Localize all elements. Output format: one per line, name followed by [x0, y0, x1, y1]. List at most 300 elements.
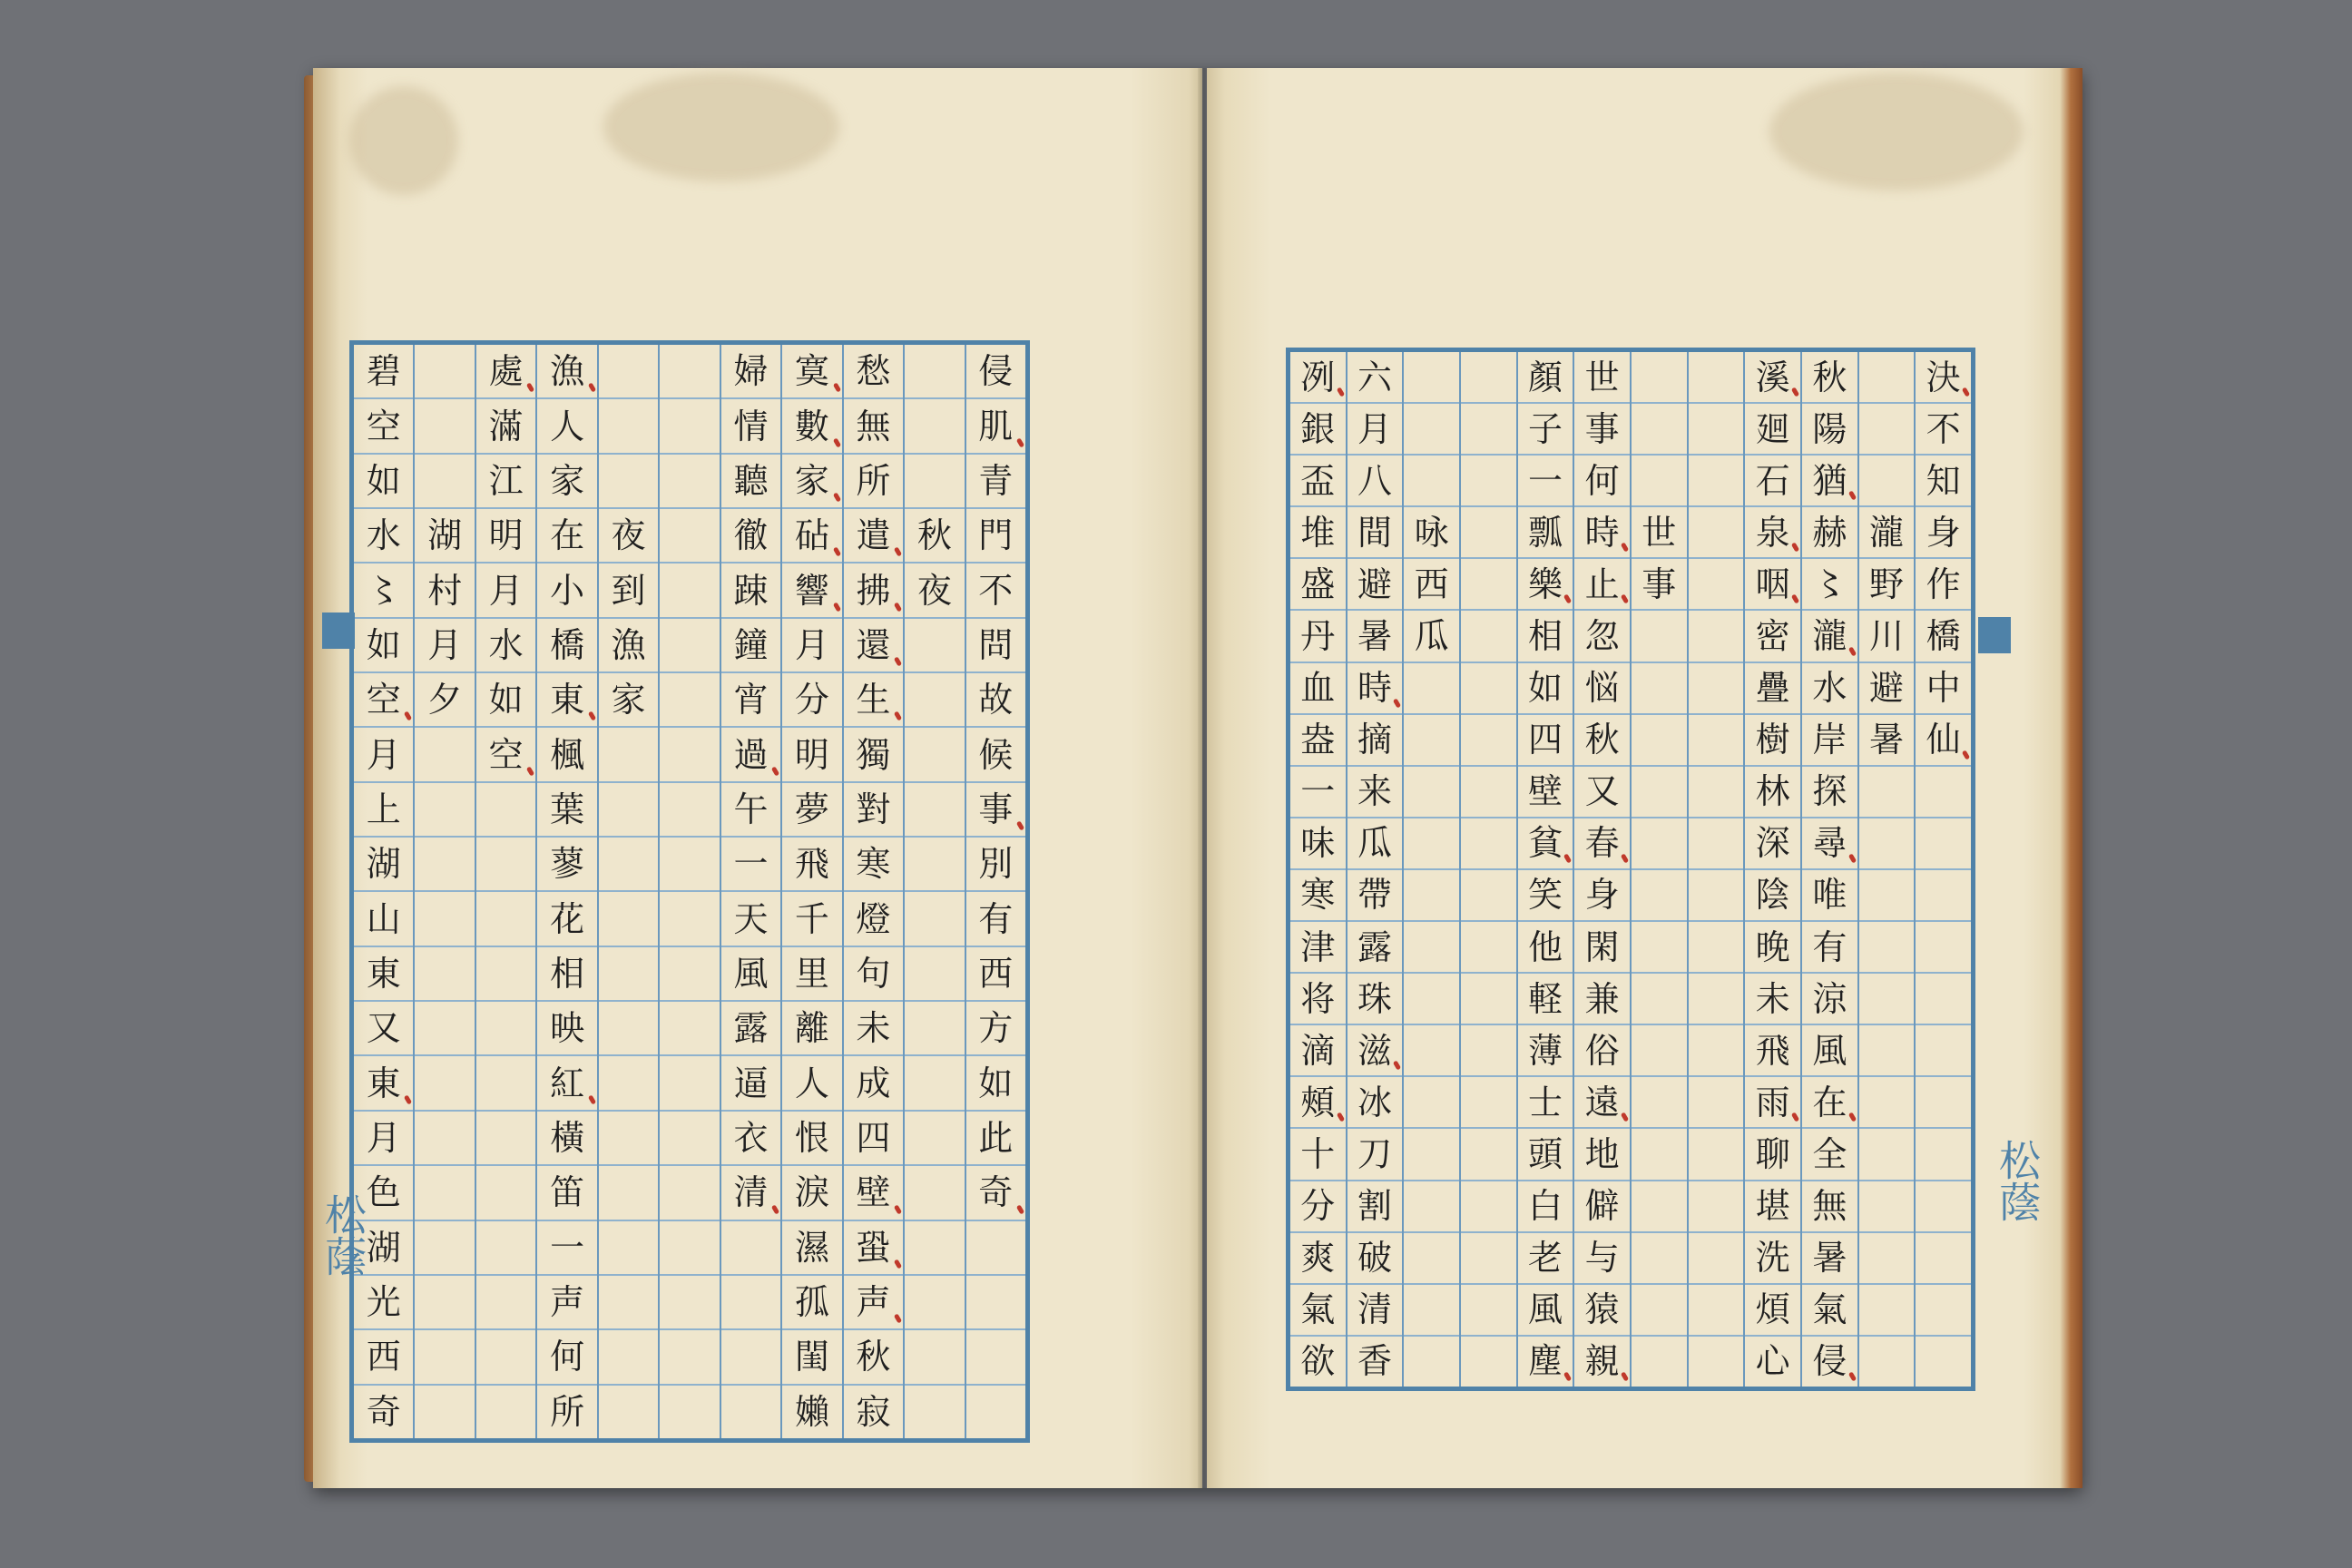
right-cell: 丹 [1290, 609, 1346, 661]
right-cell [1632, 1283, 1687, 1335]
left-cell [415, 345, 474, 397]
left-cell: 人 [782, 1054, 841, 1109]
left-cell: 婦 [733, 351, 769, 392]
left-cell: 到 [599, 562, 658, 616]
right-cell: 心 [1745, 1335, 1800, 1387]
left-cell: 恨 [782, 1110, 841, 1164]
left-cell: 楓 [537, 726, 596, 780]
left-cell: 色 [354, 1164, 413, 1219]
right-cell: 間 [1348, 505, 1403, 557]
right-cell [1404, 352, 1459, 402]
right-column [1687, 352, 1744, 1387]
right-cell [1689, 1024, 1744, 1075]
right-cell: 親 [1574, 1335, 1630, 1387]
right-cell: 他 [1518, 920, 1573, 972]
left-cell: 所 [537, 1384, 596, 1438]
right-cell: 岸 [1802, 713, 1857, 765]
left-cell [966, 1274, 1025, 1328]
left-cell: 故 [966, 671, 1025, 726]
left-cell: 笛 [537, 1164, 596, 1219]
right-column [1573, 352, 1630, 1387]
right-cell: 橋 [1916, 609, 1971, 661]
right-cell [1632, 868, 1687, 920]
left-cell: 寞 [782, 345, 841, 397]
right-cell: 有 [1802, 920, 1857, 972]
left-cell [476, 1110, 535, 1164]
left-cell: 分 [782, 671, 841, 726]
right-cell: 疊 [1745, 662, 1800, 713]
left-cell [415, 1328, 474, 1383]
open-book [313, 68, 2082, 1488]
right-cell: 堪 [1745, 1180, 1800, 1231]
right-cell [1632, 1024, 1687, 1075]
right-cell [1689, 1075, 1744, 1127]
left-cell: 鐘 [721, 617, 780, 671]
left-cell: 江 [476, 453, 535, 507]
left-cell [905, 890, 964, 945]
left-cell: 句 [844, 946, 903, 1000]
right-cell: 血 [1290, 662, 1346, 713]
right-cell [1632, 972, 1687, 1024]
right-cell [1859, 1075, 1915, 1127]
right-cell: 聊 [1745, 1127, 1800, 1179]
left-cell: 東 [354, 946, 413, 1000]
left-cell [721, 1274, 780, 1328]
right-cell: 冰 [1348, 1075, 1403, 1127]
right-cell: 摘 [1348, 713, 1403, 765]
left-cell [599, 946, 658, 1000]
right-cell [1461, 972, 1516, 1024]
right-cell [1404, 1127, 1459, 1179]
left-column [535, 345, 596, 1438]
right-cell [1916, 1075, 1971, 1127]
right-cell: 四 [1518, 713, 1573, 765]
left-cell [415, 453, 474, 507]
right-cell: 無 [1802, 1180, 1857, 1231]
left-cell [905, 1328, 964, 1383]
left-cell: 候 [966, 726, 1025, 780]
left-cell [599, 1110, 658, 1164]
left-cell [415, 1110, 474, 1164]
right-cell: 冽 [1290, 352, 1346, 402]
right-cell [1632, 1335, 1687, 1387]
right-cell [1632, 662, 1687, 713]
left-page [313, 68, 1202, 1488]
right-cell: 西 [1404, 557, 1459, 609]
left-cell: 明 [476, 507, 535, 562]
right-cell: 来 [1348, 765, 1403, 817]
left-cell: 別 [966, 836, 1025, 890]
right-cell [1404, 1335, 1459, 1387]
right-cell [1461, 920, 1516, 972]
left-cell [905, 1384, 964, 1438]
left-cell: 踈 [721, 562, 780, 616]
right-cell: 野 [1859, 557, 1915, 609]
left-cell: 如 [966, 1054, 1025, 1109]
left-cell: 千 [782, 890, 841, 945]
left-cell: 又 [354, 1000, 413, 1054]
right-cell: 止 [1574, 557, 1630, 609]
left-cell: 空 [354, 671, 413, 726]
left-cell: 如 [354, 453, 413, 507]
right-cell [1689, 868, 1744, 920]
right-cell: 何 [1574, 454, 1630, 505]
right-cell [1916, 1024, 1971, 1075]
right-cell: 香 [1348, 1335, 1403, 1387]
left-cell: 水 [354, 507, 413, 562]
left-cell: 如 [354, 617, 413, 671]
left-cell: 此 [966, 1110, 1025, 1164]
left-cell: 門 [966, 507, 1025, 562]
right-cell: 咏 [1404, 505, 1459, 557]
right-cell: 避 [1859, 662, 1915, 713]
right-cell: 滋 [1348, 1024, 1403, 1075]
right-cell [1461, 609, 1516, 661]
right-cell: 白 [1518, 1180, 1573, 1231]
right-cell [1916, 1283, 1971, 1335]
left-cell: 上 [354, 781, 413, 836]
left-cell: 奇 [966, 1164, 1025, 1219]
left-cell: 肌 [966, 397, 1025, 452]
right-cell [1461, 352, 1516, 402]
left-cell: 声 [844, 1274, 903, 1328]
left-column [965, 345, 1025, 1438]
right-manuscript-grid [1286, 348, 1975, 1391]
left-cell: 侵 [978, 351, 1014, 392]
left-cell [660, 890, 719, 945]
left-cell: 逼 [721, 1054, 780, 1109]
right-cell: 陽 [1802, 402, 1857, 454]
left-cell: 寒 [844, 836, 903, 890]
right-cell [1689, 920, 1744, 972]
right-cell: 十 [1290, 1127, 1346, 1179]
left-cell: 映 [537, 1000, 596, 1054]
left-cell: 飛 [782, 836, 841, 890]
left-cell [599, 836, 658, 890]
right-cell [1404, 454, 1459, 505]
left-cell [660, 1054, 719, 1109]
right-cell [1404, 1283, 1459, 1335]
left-cell: 秋 [905, 507, 964, 562]
left-cell [599, 1164, 658, 1219]
right-cell: 秋 [1574, 713, 1630, 765]
left-cell [905, 1274, 964, 1328]
left-cell [476, 1000, 535, 1054]
left-column [475, 345, 535, 1438]
right-cell: 氣 [1802, 1283, 1857, 1335]
left-column [658, 345, 719, 1438]
left-cell [660, 345, 719, 397]
right-cell: 盎 [1290, 713, 1346, 765]
left-cell: 如 [476, 671, 535, 726]
right-cell [1461, 713, 1516, 765]
left-cell [599, 781, 658, 836]
right-cell: 中 [1916, 662, 1971, 713]
left-cell: 露 [721, 1000, 780, 1054]
right-cell: 銀 [1290, 402, 1346, 454]
left-cell: 湖 [354, 836, 413, 890]
right-cell [1859, 1231, 1915, 1283]
right-cell: 欲 [1290, 1335, 1346, 1387]
left-cell: 秋 [844, 1328, 903, 1383]
right-cell [1689, 972, 1744, 1024]
left-cell: 在 [537, 507, 596, 562]
left-cell: 山 [354, 890, 413, 945]
right-cell: 溪 [1745, 352, 1800, 402]
right-cell [1632, 402, 1687, 454]
left-cell: 燈 [844, 890, 903, 945]
left-cell: 衣 [721, 1110, 780, 1164]
right-cell [1689, 1283, 1744, 1335]
left-cell [415, 1164, 474, 1219]
right-cell: 洗 [1745, 1231, 1800, 1283]
left-cell [966, 1384, 1025, 1438]
left-cell [905, 1054, 964, 1109]
right-cell: 六 [1357, 357, 1392, 397]
right-cell [1689, 454, 1744, 505]
right-cell: 未 [1745, 972, 1800, 1024]
right-cell: 遠 [1574, 1075, 1630, 1127]
right-cell: 顏 [1527, 357, 1563, 397]
left-cell [599, 890, 658, 945]
right-cell: 又 [1574, 765, 1630, 817]
right-cell [1689, 662, 1744, 713]
left-cell [660, 617, 719, 671]
left-cell: 夜 [905, 562, 964, 616]
right-cell: 煩 [1745, 1283, 1800, 1335]
left-column [842, 345, 903, 1438]
right-side-tab [1978, 617, 2011, 653]
right-cell: 仙 [1916, 713, 1971, 765]
right-cell [1461, 1335, 1516, 1387]
right-cell [1859, 1180, 1915, 1231]
left-cell: 砧 [782, 507, 841, 562]
left-cell: 家 [782, 453, 841, 507]
right-cell [1689, 609, 1744, 661]
right-cell [1689, 817, 1744, 868]
right-cell: 尋 [1802, 817, 1857, 868]
right-column [1914, 352, 1971, 1387]
right-cell [1632, 1180, 1687, 1231]
right-cell: 避 [1348, 557, 1403, 609]
left-cell: 湖 [354, 1220, 413, 1274]
left-cell: 光 [354, 1274, 413, 1328]
left-cell [476, 781, 535, 836]
left-cell: 清 [721, 1164, 780, 1219]
right-cell: 八 [1348, 454, 1403, 505]
left-column [413, 345, 474, 1438]
right-cell [1689, 557, 1744, 609]
right-cell: 子 [1518, 402, 1573, 454]
right-cell: 一 [1518, 454, 1573, 505]
left-cell: 花 [537, 890, 596, 945]
left-cell: 水 [476, 617, 535, 671]
right-cell: 飛 [1745, 1024, 1800, 1075]
left-cell: 碧 [366, 351, 401, 392]
left-cell [660, 836, 719, 890]
left-cell [599, 1220, 658, 1274]
left-cell [905, 1000, 964, 1054]
right-cell: 老 [1518, 1231, 1573, 1283]
right-cell: 塵 [1518, 1335, 1573, 1387]
right-cell: 泉 [1745, 505, 1800, 557]
right-cell: 在 [1802, 1075, 1857, 1127]
right-cell [1461, 817, 1516, 868]
left-cell [905, 946, 964, 1000]
right-cell: 唯 [1802, 868, 1857, 920]
left-cell [599, 397, 658, 452]
right-cell: 頭 [1518, 1127, 1573, 1179]
left-cell: 西 [966, 946, 1025, 1000]
left-cell [415, 890, 474, 945]
right-cell: 侵 [1802, 1335, 1857, 1387]
left-cell [660, 726, 719, 780]
left-cell: 午 [721, 781, 780, 836]
right-cell: 堆 [1290, 505, 1346, 557]
left-cell [599, 1274, 658, 1328]
right-cell: 石 [1745, 454, 1800, 505]
right-cell: 作 [1916, 557, 1971, 609]
left-cell: 天 [721, 890, 780, 945]
left-cell: 青 [966, 453, 1025, 507]
left-cell [415, 1054, 474, 1109]
right-column [1800, 352, 1857, 1387]
left-cell [905, 453, 964, 507]
right-column [1290, 352, 1346, 1387]
right-cell: 晚 [1745, 920, 1800, 972]
right-cell: 月 [1348, 402, 1403, 454]
right-cell: 樂 [1518, 557, 1573, 609]
right-cell [1689, 505, 1744, 557]
left-cell: 里 [782, 946, 841, 1000]
right-column [1402, 352, 1459, 1387]
left-cell [660, 507, 719, 562]
right-cell [1632, 1127, 1687, 1179]
left-cell [476, 1328, 535, 1383]
right-cell [1916, 972, 1971, 1024]
right-cell [1689, 713, 1744, 765]
right-cell [1461, 868, 1516, 920]
right-cell: 分 [1290, 1180, 1346, 1231]
left-cell: 東 [354, 1054, 413, 1109]
right-cell: 身 [1574, 868, 1630, 920]
left-cell [415, 1384, 474, 1438]
left-cell [660, 1164, 719, 1219]
left-cell: 月 [476, 562, 535, 616]
right-cell: 相 [1518, 609, 1573, 661]
right-cell [1859, 868, 1915, 920]
right-cell: 猿 [1574, 1283, 1630, 1335]
right-cell: 氣 [1290, 1283, 1346, 1335]
right-cell [1632, 1075, 1687, 1127]
right-cell [1859, 972, 1915, 1024]
left-manuscript-grid [349, 340, 1030, 1443]
right-cell: 帶 [1348, 868, 1403, 920]
right-cell: 瀧 [1859, 505, 1915, 557]
left-cell [905, 345, 964, 397]
left-cell [660, 1000, 719, 1054]
left-cell: 蛩 [844, 1220, 903, 1274]
left-cell: 夢 [782, 781, 841, 836]
right-cell: 咽 [1745, 557, 1800, 609]
left-cell: 未 [844, 1000, 903, 1054]
left-cell: 淚 [782, 1164, 841, 1219]
right-cell [1689, 765, 1744, 817]
right-cell [1859, 920, 1915, 972]
left-cell: 東 [537, 671, 596, 726]
right-cell: 〻 [1802, 557, 1857, 609]
right-cell [1859, 1127, 1915, 1179]
left-cell: 月 [354, 726, 413, 780]
right-cell: 刀 [1348, 1127, 1403, 1179]
right-cell [1916, 1231, 1971, 1283]
left-cell [415, 726, 474, 780]
left-cell [476, 890, 535, 945]
right-cell: 事 [1574, 402, 1630, 454]
left-cell: 情 [721, 397, 780, 452]
right-cell [1461, 402, 1516, 454]
left-cell: 數 [782, 397, 841, 452]
right-cell [1916, 765, 1971, 817]
right-cell [1461, 505, 1516, 557]
left-cell: 家 [537, 453, 596, 507]
right-cell: 盃 [1290, 454, 1346, 505]
left-cell [660, 1110, 719, 1164]
right-cell: 深 [1745, 817, 1800, 868]
right-cell: 世 [1632, 505, 1687, 557]
right-cell: 瀧 [1802, 609, 1857, 661]
left-cell [476, 1384, 535, 1438]
left-cell: 方 [966, 1000, 1025, 1054]
right-cell: 暑 [1802, 1231, 1857, 1283]
left-cell: 過 [721, 726, 780, 780]
left-cell: 問 [966, 617, 1025, 671]
right-cell [1689, 402, 1744, 454]
right-cell [1461, 454, 1516, 505]
left-cell: 對 [844, 781, 903, 836]
right-cell [1859, 1024, 1915, 1075]
left-cell [660, 671, 719, 726]
left-cell: 離 [782, 1000, 841, 1054]
left-cell: 壁 [844, 1164, 903, 1219]
left-cell: 夕 [415, 671, 474, 726]
left-column [903, 345, 964, 1438]
right-cell: 時 [1348, 662, 1403, 713]
right-cell: 破 [1348, 1231, 1403, 1283]
right-cell: 薄 [1518, 1024, 1573, 1075]
right-cell: 密 [1745, 609, 1800, 661]
left-cell [905, 1110, 964, 1164]
right-cell: 笑 [1518, 868, 1573, 920]
right-cell [1689, 1127, 1744, 1179]
left-cell: 何 [537, 1328, 596, 1383]
right-cell [1916, 817, 1971, 868]
left-cell: 家 [599, 671, 658, 726]
left-cell [905, 397, 964, 452]
left-cell [905, 781, 964, 836]
right-cell: 閑 [1574, 920, 1630, 972]
right-cell [1404, 1024, 1459, 1075]
right-cell: 瓜 [1404, 609, 1459, 661]
right-cell: 忽 [1574, 609, 1630, 661]
left-cell: 成 [844, 1054, 903, 1109]
left-column [597, 345, 658, 1438]
left-cell [599, 726, 658, 780]
right-cell: 津 [1290, 920, 1346, 972]
left-cell [599, 1000, 658, 1054]
left-margin-mark: 松蔭 [318, 1193, 368, 1277]
right-cell: 兼 [1574, 972, 1630, 1024]
